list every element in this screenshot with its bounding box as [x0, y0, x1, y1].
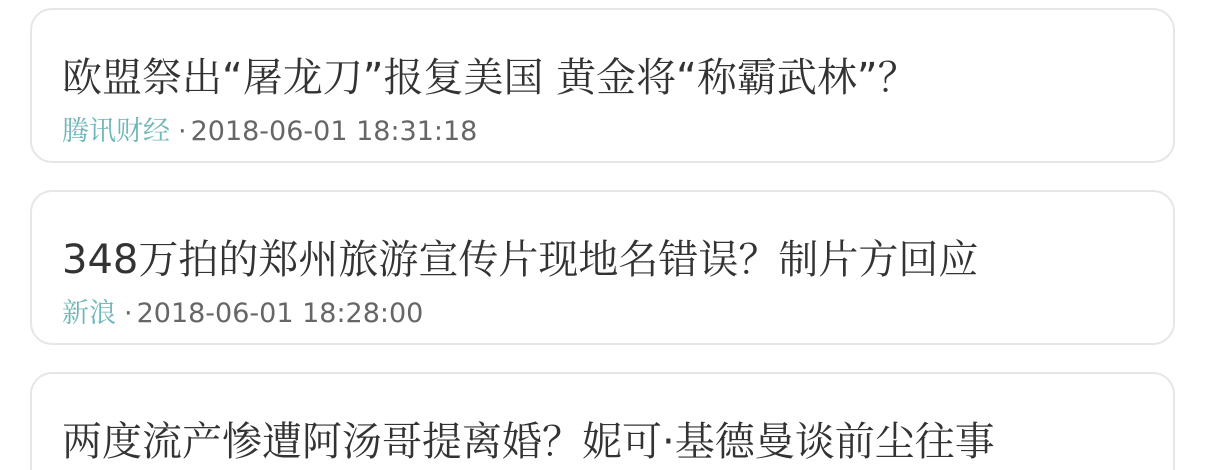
- news-meta: [62, 114, 477, 150]
- meta-separator: ·: [124, 298, 133, 329]
- news-source: 腾讯财经: [62, 116, 170, 147]
- news-meta: [62, 296, 423, 332]
- news-source: 新浪: [62, 298, 116, 329]
- news-title[interactable]: 欧盟祭出“屠龙刀”报复美国 黄金将“称霸武林”？: [62, 55, 918, 101]
- news-title[interactable]: 348万拍的郑州旅游宣传片现地名错误？制片方回应: [62, 237, 979, 283]
- news-card[interactable]: [30, 8, 1175, 163]
- news-card[interactable]: [30, 190, 1175, 345]
- meta-separator: ·: [178, 116, 187, 147]
- news-card[interactable]: [30, 372, 1175, 470]
- news-title[interactable]: 两度流产惨遭阿汤哥提离婚？妮可·基德曼谈前尘往事: [62, 419, 995, 465]
- news-timestamp: 2018-06-01 18:31:18: [190, 116, 478, 147]
- news-timestamp: 2018-06-01 18:28:00: [136, 298, 424, 329]
